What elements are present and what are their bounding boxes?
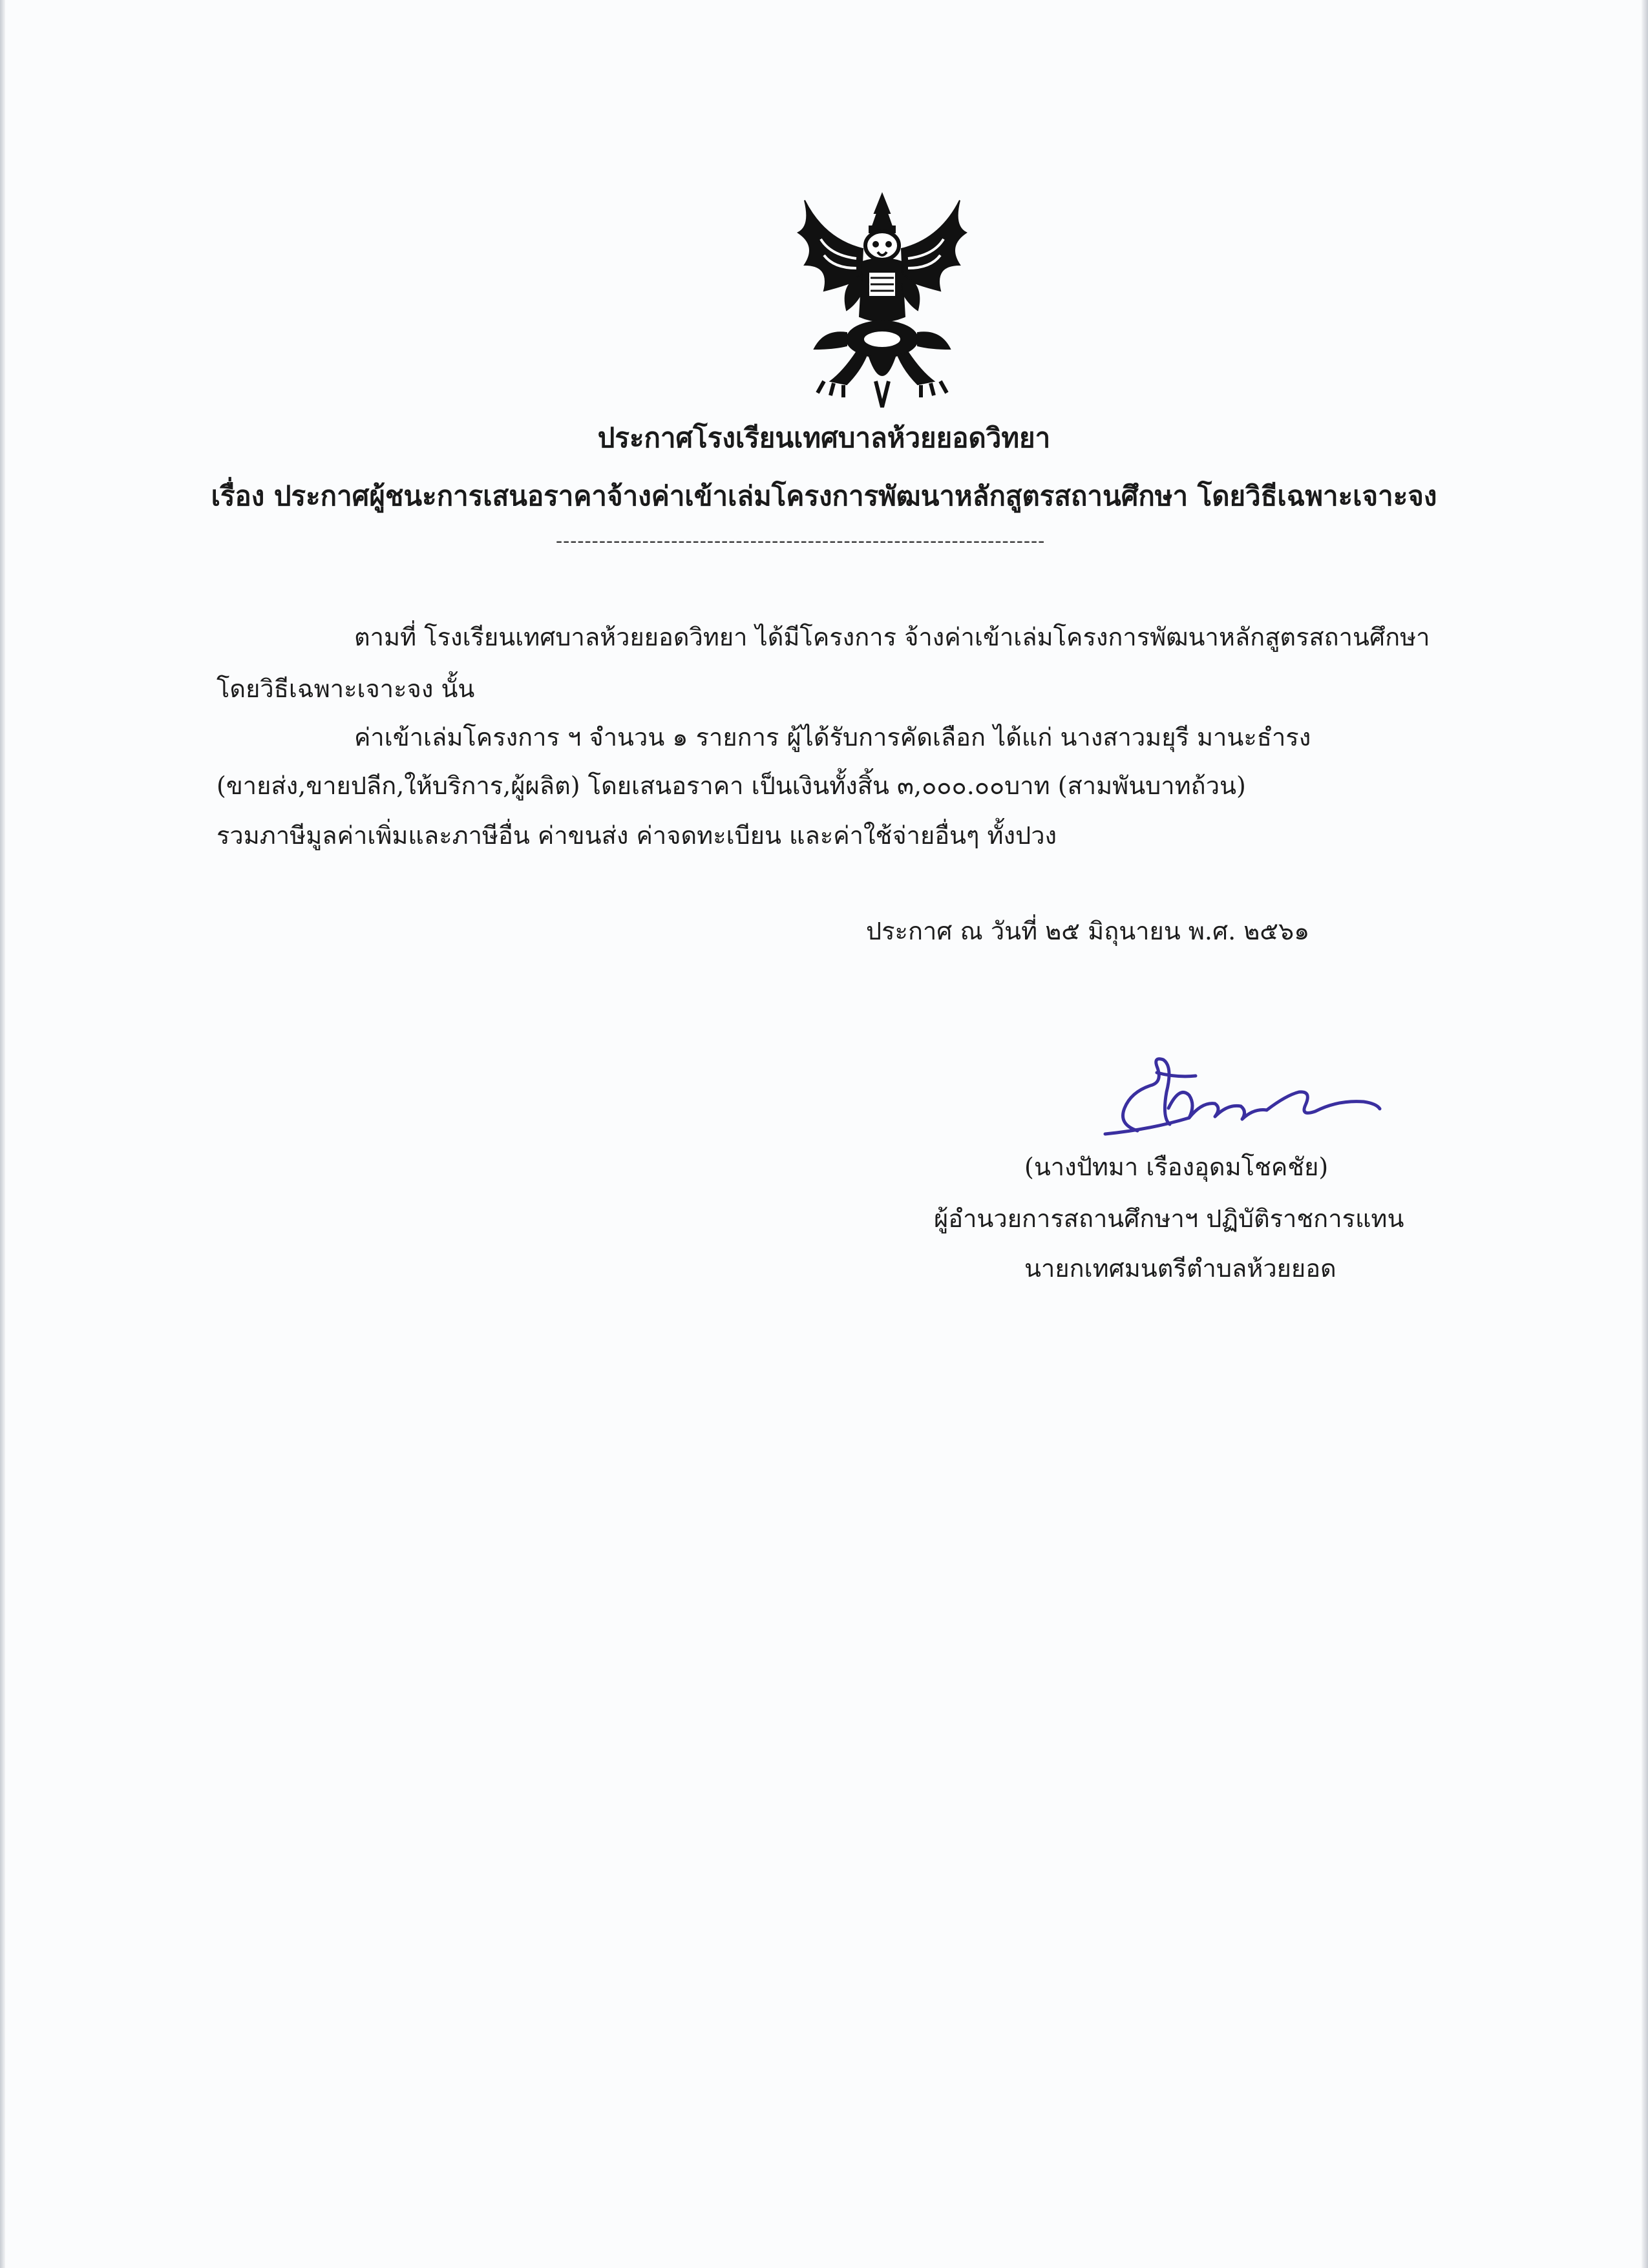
paragraph2-line2: (ขายส่ง,ขายปลีก,ให้บริการ,ผู้ผลิต) โดยเสนอราคา เป็นเงินทั้งสิ้น ๓,๐๐๐.๐๐บาท (สามพันบาทถ้วน) [217,772,1246,800]
paragraph1-line2: โดยวิธีเฉพาะเจาะจง นั้น [217,675,475,703]
document-title: ประกาศโรงเรียนเทศบาลห้วยยอดวิทยา [597,422,1051,454]
paragraph1-line1: ตามที่ โรงเรียนเทศบาลห้วยยอดวิทยา ได้มีโครงการ จ้างค่าเข้าเล่มโครงการพัฒนาหลักสูตรสถานศึกษา [354,623,1430,651]
signatory-position: ผู้อำนวยการสถานศึกษาฯ ปฏิบัติราชการแทน [934,1204,1404,1233]
document-subject: เรื่อง ประกาศผู้ชนะการเสนอราคาจ้างค่าเข้าเล่มโครงการพัฒนาหลักสูตรสถานศึกษา โดยวิธีเฉพาะเจาะจง [211,480,1437,512]
paragraph2-line1: ค่าเข้าเล่มโครงการ ฯ จำนวน ๑ รายการ ผู้ได้รับการคัดเลือก ได้แก่ นางสาวมยุรี มานะธำรง [354,723,1311,751]
title-divider: -------------------------------------------------------------------- [556,530,1046,552]
garuda-emblem-icon [785,187,979,414]
scan-edge-right [1642,0,1648,2268]
signatory-name: (นางปัทมา เรืองอุดมโชคชัย) [1024,1153,1329,1181]
signatory-position-acting: นายกเทศมนตรีตำบลห้วยยอด [1024,1254,1336,1283]
handwritten-signature [1092,1047,1389,1144]
announce-date: ประกาศ ณ วันที่ ๒๕ มิถุนายน พ.ศ. ๒๕๖๑ [866,917,1310,945]
paragraph2-line3: รวมภาษีมูลค่าเพิ่มและภาษีอื่น ค่าขนส่ง ค่าจดทะเบียน และค่าใช้จ่ายอื่นๆ ทั้งปวง [217,821,1057,850]
scan-edge-left [0,0,5,2268]
